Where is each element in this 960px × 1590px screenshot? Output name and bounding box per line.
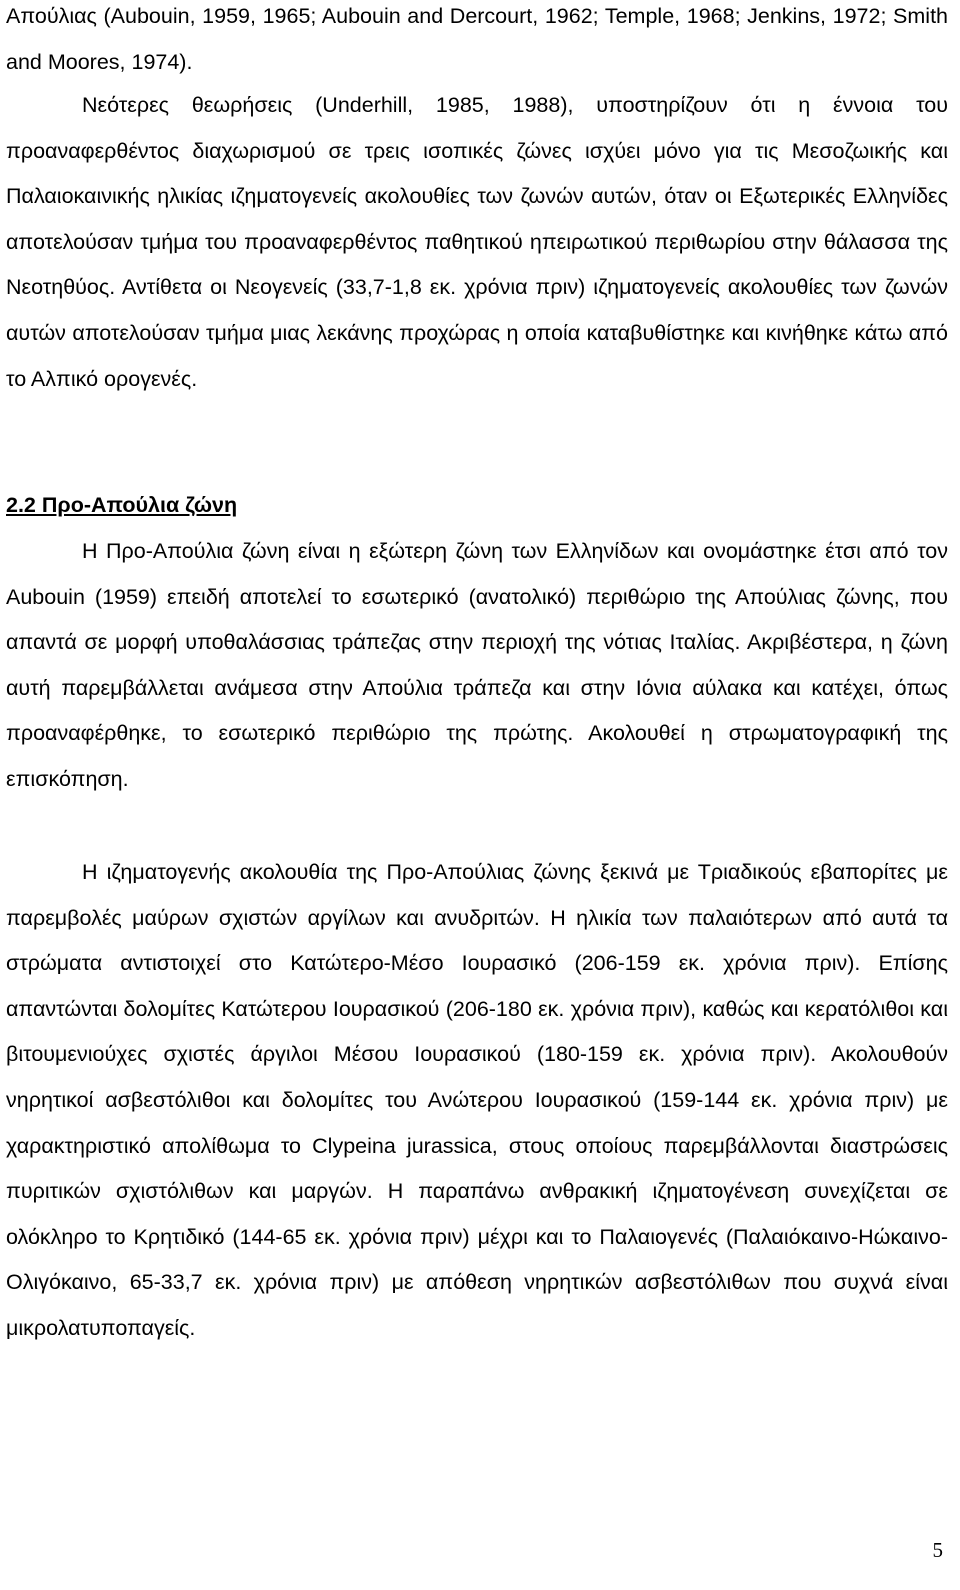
paragraph-sedimentary-sequence: Η ιζηματογενής ακολουθία της Προ-Απούλιας ζώνης ξεκινά με Τριαδικούς εβαπορίτες με παρεμβολές μαύρων σχιστών αργίλων και ανυδριτών. Η ηλικία των παλαιότερων από αυτά τα στρώματα αντιστοιχεί στο Κατώτερο-Μέσο Ιουρασικό (206-159 εκ. χρόνια πριν). Επίσης απαντώνται δολομίτες Κατώτερου Ιουρασικού (206-180 εκ. χρόνια πριν), καθώς και κερατόλιθοι και βιτουμενιούχες σχιστές άργιλοι Μέσου Ιουρασικού (180-159 εκ. χρόνια πριν). Ακολουθούν νηρητικοί ασβεστόλιθοι και δολομίτες του Ανώτερου Ιουρασικού (159-144 εκ. χρόνια πριν) με χαρακτηριστικό απολίθωμα το Clypeina jurassica, στους οποίους παρεμβάλλονται διαστρώσεις πυριτικών σχιστόλιθων και μαργών. Η παραπάνω ανθρακική ιζηματογένεση συνεχίζεται σε ολόκληρο το Κρητιδικό (144-65 εκ. χρόνια πριν) μέχρι και το Παλαιογενές (Παλαιόκαινο-Ηώκαινο-Ολιγόκαινο, 65-33,7 εκ. χρόνια πριν) με απόθεση νηρητικών ασβεστόλιθων που συχνά είναι μικρολατυποπαγείς. — [6, 860, 948, 1340]
paragraph-zone-intro: Η Προ-Απούλια ζώνη είναι η εξώτερη ζώνη των Ελληνίδων και ονομάστηκε έτσι από τον Aubouin (1959) επειδή αποτελεί το εσωτερικό (ανατολικό) περιθώριο της Απούλιας ζώνης, που απαντά σε μορφή υποθαλάσσιας τράπεζας στην περιοχή της νότιας Ιταλίας. Ακριβέστερα, η ζώνη αυτή παρεμβάλλεται ανάμεσα στην Απούλια τράπεζα και στην Ιόνια αύλακα και κατέχει, όπως προαναφέρθηκε, το εσωτερικό περιθώριο της πρώτης. Ακολουθεί η στρωματογραφική της επισκόπηση. — [6, 539, 948, 791]
page-number: 5 — [932, 1538, 943, 1562]
paragraph-continuation: Απούλιας (Aubouin, 1959, 1965; Aubouin and Dercourt, 1962; Temple, 1968; Jenkins, 1972; Smith and Moores, 1974). — [6, 4, 948, 74]
section-heading: 2.2 Προ-Απούλια ζώνη — [6, 493, 238, 517]
paragraph-recent-views: Νεότερες θεωρήσεις (Underhill, 1985, 1988), υποστηρίζουν ότι η έννοια του προαναφερθέντος διαχωρισμού σε τρεις ισοπικές ζώνες ισχύει μόνο για τις Μεσοζωικής και Παλαιοκαινικής ηλικίας ιζηματογενείς ακολουθίες των ζωνών αυτών, όταν οι Εξωτερικές Ελληνίδες αποτελούσαν τμήμα του προαναφερθέντος παθητικού ηπειρωτικού περιθωρίου στην θάλασσα της Νεοτηθύος. Αντίθετα οι Νεογενείς (33,7-1,8 εκ. χρόνια πριν) ιζηματογενείς ακολουθίες των ζωνών αυτών αποτελούσαν τμήμα μιας λεκάνης προχώρας η οποία καταβυθίστηκε και κινήθηκε κάτω από το Αλπικό ορογενές. — [6, 93, 948, 391]
